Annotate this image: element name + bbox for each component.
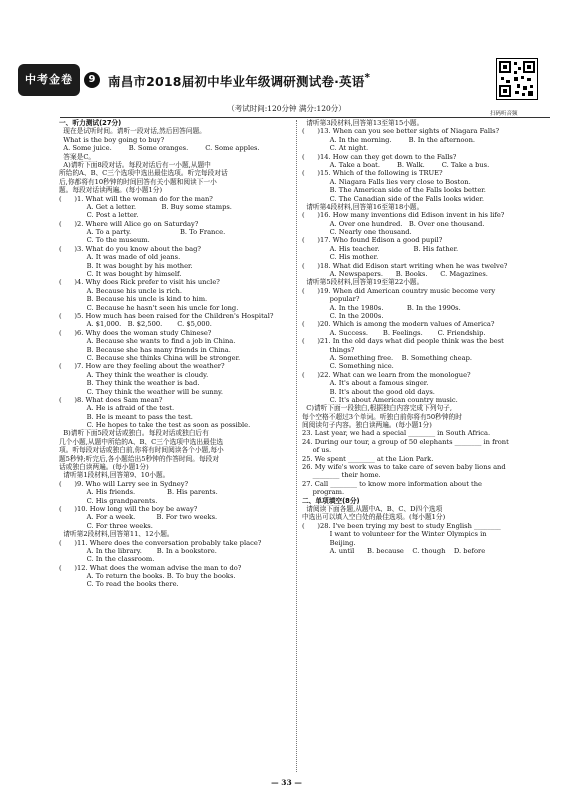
text-line: A. In the morning. B. In the afternoon. xyxy=(302,135,476,144)
text-line: ( )4. Why does Rick prefer to visit his uncle? xyxy=(59,278,220,287)
text-line: A. In the 1980s. B. In the 1990s. xyxy=(302,303,461,312)
text-line: 题。每段对话读两遍。(每小题1分) xyxy=(59,186,163,195)
text-line: ( )18. What did Edison start writing when he was twelve? xyxy=(302,261,508,270)
text-line: ( )1. What will the woman do for the man? xyxy=(59,194,213,203)
text-line: 中选出可以填入空白处的最佳选项。(每小题1分) xyxy=(302,513,446,522)
text-line: A. In the library. B. In a bookstore. xyxy=(59,546,217,555)
text-line: program. xyxy=(302,488,345,497)
text-line: ( )13. When can you see better sights of Niagara Falls? xyxy=(302,127,500,136)
publisher-logo: 中考金卷 xyxy=(18,64,80,96)
text-line: popular? xyxy=(302,295,360,304)
text-line: C)请听下面一段独白,根据独白内容完成下列句子, xyxy=(302,404,452,413)
text-line: C. They think the weather will be sunny. xyxy=(59,387,224,396)
text-line: 所给的A、B、C三个选项中选出最佳选项。听完每段对话 xyxy=(59,169,228,178)
text-line: ( )11. Where does the conversation probably take place? xyxy=(59,538,262,547)
title-text: 南昌市2018届初中毕业年级调研测试卷·英语 xyxy=(108,74,365,90)
text-line: 请听第2段材料,回答第11、12小题。 xyxy=(59,530,174,539)
text-line: A. Niagara Falls lies very close to Boston. xyxy=(302,177,471,186)
text-line: A)请听下面8段对话。每段对话后有一小题,从题中 xyxy=(59,160,211,169)
text-line: What is the boy going to buy? xyxy=(59,135,165,144)
text-line: C. Because she thinks China will be stronger. xyxy=(59,353,241,362)
left-column xyxy=(59,119,287,589)
text-line: C. It's about American country music. xyxy=(302,395,458,404)
text-line: A. Get a letter. B. Buy some stamps. xyxy=(59,202,232,211)
text-line: A. Some juice. B. Some oranges. C. Some apples. xyxy=(59,144,260,153)
text-line: A. His teacher. B. His father. xyxy=(302,244,459,253)
text-line: ( )9. Who will Larry see in Sydney? xyxy=(59,479,189,488)
paper-number-badge: 9 xyxy=(84,72,100,88)
text-line: A. They think the weather is cloudy. xyxy=(59,370,209,379)
text-line: 答案是C。 xyxy=(59,152,96,161)
text-line: ( )3. What do you know about the bag? xyxy=(59,244,201,253)
text-line: ( )10. How long will the boy be away? xyxy=(59,504,198,513)
text-line: A. His friends. B. His parents. xyxy=(59,488,218,497)
text-line: 间阅读句子内容。独白读两遍。(每小题1分) xyxy=(302,421,432,430)
text-line: A. $1,000. B. $2,500. C. $5,000. xyxy=(59,320,212,329)
exam-info: （考试时间:120分钟 满分:120分） xyxy=(227,104,346,113)
text-line: B)请听下面5段对话或独白。每段对话或独白后有 xyxy=(59,429,209,438)
text-line: B. It's about the good old days. xyxy=(302,387,435,396)
text-line: A. For a week. B. For two weeks. xyxy=(59,513,218,522)
text-line: 23. Last year, we had a special ________ in South Africa. xyxy=(302,429,491,438)
text-line: 25. We spent ________ at the Lion Park. xyxy=(302,454,434,463)
text-line: things? xyxy=(302,345,355,354)
text-line: C. Nearly one thousand. xyxy=(302,228,412,237)
right-column xyxy=(302,119,554,555)
text-line: ( )2. Where will Alice go on Saturday? xyxy=(59,219,199,228)
text-line: 请听第5段材料,回答第19至第22小题。 xyxy=(302,278,424,287)
text-line: 请听第4段材料,回答第16至第18小题。 xyxy=(302,202,424,211)
text-line: B. They think the weather is bad. xyxy=(59,379,200,388)
header-rule xyxy=(60,117,550,118)
text-line: ( )12. What does the woman advise the man to do? xyxy=(59,563,242,572)
text-line: 26. My wife's work was to take care of seven baby lions and xyxy=(302,463,506,472)
text-line: ( )6. Why does the woman study Chinese? xyxy=(59,328,212,337)
text-line: ( )20. Which is among the modern values of America? xyxy=(302,320,495,329)
text-line: 一、听力测试(27分) xyxy=(59,119,122,127)
text-line: 请阅读下面各题,从题中A、B、C、D四个选项 xyxy=(302,504,443,513)
text-line: A. Because she wants to find a job in China. xyxy=(59,337,236,346)
text-line: ( )21. In the old days what did people think was the best xyxy=(302,337,504,346)
text-line: C. For three weeks. xyxy=(59,521,153,530)
text-line: A. He is afraid of the test. xyxy=(59,404,175,413)
text-line: 24. During our tour, a group of 50 elephants ________ in front xyxy=(302,437,509,446)
text-line: ( )17. Who found Edison a good pupil? xyxy=(302,236,443,245)
text-line: B. Because she has many friends in China. xyxy=(59,345,231,354)
text-line: 后,你都将有10秒钟的时间回答有关小题和阅读下一小 xyxy=(59,177,217,186)
column-divider xyxy=(296,120,297,772)
text-line: C. His grandparents. xyxy=(59,496,158,505)
text-line: B. The American side of the Falls looks better. xyxy=(302,186,486,195)
text-line: ( )22. What can we learn from the monologue? xyxy=(302,370,471,379)
text-line: A. Something free. B. Something cheap. xyxy=(302,353,473,362)
text-line: C. The Canadian side of the Falls looks wider. xyxy=(302,194,484,203)
text-line: 每个空格不超过3个单词。听独白前你将有50秒钟的时 xyxy=(302,412,462,421)
text-line: I want to volunteer for the Winter Olympics in xyxy=(302,530,487,539)
text-line: ( )7. How are they feeling about the weather? xyxy=(59,362,225,371)
text-line: 几个小题,从题中所给的A、B、C三个选项中选出最佳选 xyxy=(59,437,224,446)
text-line: A. Take a boat. B. Walk. C. Take a bus. xyxy=(302,160,490,169)
text-line: A. Success. B. Feelings. C. Friendship. xyxy=(302,328,486,337)
text-line: C. In the classroom. xyxy=(59,555,155,564)
text-line: C. At night. xyxy=(302,144,369,153)
text-line: of us. xyxy=(302,446,332,455)
text-line: ( )8. What does Sam mean? xyxy=(59,395,163,404)
text-line: ( )19. When did American country music become very xyxy=(302,286,496,295)
text-line: 请听第3段材料,回答第13至第15小题。 xyxy=(302,119,424,127)
text-line: ( )28. I've been trying my best to study English ________ xyxy=(302,521,501,530)
text-line: A. until B. because C. though D. before xyxy=(302,546,486,555)
text-line: C. He hopes to take the test as soon as possible. xyxy=(59,421,251,430)
text-line: A. To a party. B. To France. xyxy=(59,228,226,237)
text-line: C. Post a letter. xyxy=(59,211,139,220)
title-mark: * xyxy=(364,72,371,84)
qr-caption: 扫码听音频 xyxy=(490,111,518,117)
text-line: A. Over one hundred. B. Over one thousand. xyxy=(302,219,485,228)
text-line: A. Newspapers. B. Books. C. Magazines. xyxy=(302,270,488,279)
text-line: C. In the 2000s. xyxy=(302,311,384,320)
text-line: C. To read the books there. xyxy=(59,580,179,589)
text-line: Beijing. xyxy=(302,538,356,547)
text-line: A. It was made of old jeans. xyxy=(59,253,181,262)
text-line: B. He is meant to pass the test. xyxy=(59,412,193,421)
text-line: B. It was bought by his mother. xyxy=(59,261,193,270)
text-line: ( )5. How much has been raised for the Children's Hospital? xyxy=(59,311,274,320)
text-line: A. It's about a famous singer. xyxy=(302,379,429,388)
qr-code-icon xyxy=(496,58,538,100)
text-line: C. His mother. xyxy=(302,253,379,262)
text-line: 27. Call ________ to know more information about the xyxy=(302,479,482,488)
text-line: 话或独白读两遍。(每小题1分) xyxy=(59,463,149,472)
text-line: 请听第1段材料,回答第9、10小题。 xyxy=(59,471,170,480)
text-line: C. Because he hasn't seen his uncle for long. xyxy=(59,303,239,312)
text-line: C. To the museum. xyxy=(59,236,150,245)
text-line: 项。听每段对话或独白前,你将有时间阅读各个小题,每小 xyxy=(59,446,224,455)
text-line: C. Something nice. xyxy=(302,362,394,371)
text-line: A. To return the books. B. To buy the books. xyxy=(59,572,236,581)
page-number: — 33 — xyxy=(271,778,302,787)
text-line: A. Because his uncle is rich. xyxy=(59,286,182,295)
text-line: 现在是试听时间。请听一段对话,然后回答问题。 xyxy=(59,127,206,136)
text-line: ( )14. How can they get down to the Falls? xyxy=(302,152,457,161)
text-line: 二、单项填空(8分) xyxy=(302,496,360,505)
page-title xyxy=(108,72,370,90)
text-line: C. It was bought by himself. xyxy=(59,270,182,279)
text-line: B. Because his uncle is kind to him. xyxy=(59,295,208,304)
text-line: ( )15. Which of the following is TRUE? xyxy=(302,169,443,178)
text-line: ( )16. How many inventions did Edison invent in his life? xyxy=(302,211,505,220)
text-line: ________ their home. xyxy=(302,471,381,480)
text-line: 题5秒钟;听完后,各小题给出5秒钟的作答时间。每段对 xyxy=(59,454,220,463)
